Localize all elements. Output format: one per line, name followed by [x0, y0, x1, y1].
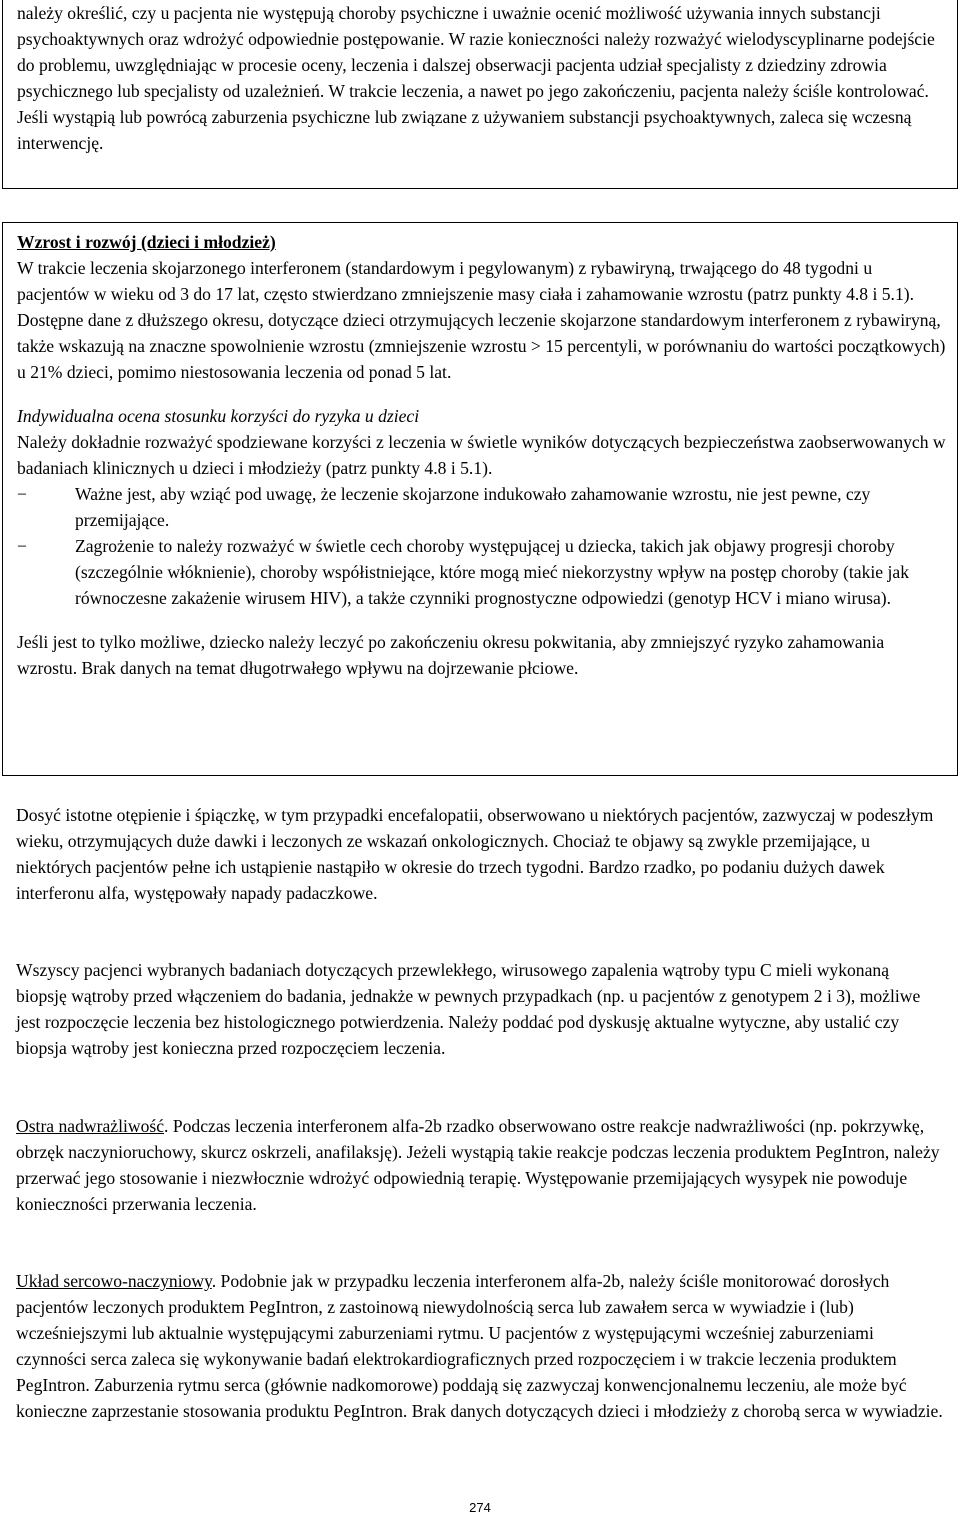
cardiovascular-section — [16, 1268, 944, 1424]
page-number: 274 — [469, 1500, 491, 1515]
list-item — [17, 481, 947, 533]
psychiatric-paragraph: należy określić, czy u pacjenta nie występują choroby psychiczne i uważnie ocenić możliwość używania innych substancji psychoaktywnych oraz wdrożyć odpowiednie postępowanie. W razie konieczności należy rozważyć wielodyscyplinarne podejście do problemu, uwzględniając w procesie oceny, leczenia i dalszej obserwacji pacjenta udział specjalisty z dziedziny zdrowia psychicznego lub specjalisty od uzależnień. W trakcie leczenia, a nawet po jego zakończeniu, pacjenta należy ściśle kontrolować. Jeśli wystąpią lub powrócą zaburzenia psychiczne lub związane z używaniem substancji psychoaktywnych, zaleca się wczesną interwencję. — [17, 3, 935, 153]
biopsy-section — [16, 957, 944, 1061]
spacer — [17, 611, 947, 629]
list-item-text: Zagrożenie to należy rozważyć w świetle cech choroby występującej u dziecka, takich jak objawy progresji choroby (szczególnie włóknienie), choroby współistniejące, które mogą mieć niekorzystny wpływ na postęp choroby (takie jak równoczesne zakażenie wirusem HIV), a także czynniki prognostyczne odpowiedzi (genotyp HCV i miano wirusa). — [75, 536, 909, 608]
boxed-section-growth — [2, 222, 958, 776]
dash-bullet: − — [17, 484, 27, 504]
growth-conclusion-paragraph: Jeśli jest to tylko możliwe, dziecko należy leczyć po zakończeniu okresu pokwitania, aby zmniejszyć ryzyko zahamowania wzrostu. Brak danych na temat długotrwałego wpływu na dojrzewanie płciowe. — [17, 632, 885, 678]
biopsy-paragraph: Wszyscy pacjenci wybranych badaniach dotyczących przewlekłego, wirusowego zapalenia wątroby typu C mieli wykonaną biopsję wątroby przed włączeniem do badania, jednakże w pewnych przypadkach (np. u pacjentów z genotypem 2 i 3), możliwe jest rozpoczęcie leczenia bez histologicznego potwierdzenia. Należy poddać pod dyskusję aktualne wytyczne, aby ustalić czy biopsja wątroby jest konieczna przed rozpoczęciem leczenia. — [16, 960, 921, 1058]
hypersensitivity-section — [16, 1113, 944, 1217]
boxed-section-psychiatric — [2, 0, 958, 189]
encephalopathy-section — [16, 802, 944, 906]
risk-benefit-subheading: Indywidualna ocena stosunku korzyści do ryzyka u dzieci — [17, 406, 420, 426]
growth-heading: Wzrost i rozwój (dzieci i młodzież) — [17, 232, 276, 252]
hypersensitivity-paragraph — [16, 1113, 944, 1217]
encephalopathy-paragraph: Dosyć istotne otępienie i śpiączkę, w tym przypadki encefalopatii, obserwowano u niektórych pacjentów, zazwyczaj w podeszłym wieku, otrzymujących duże dawki i leczonych ze wskazań onkologicznych. Chociaż te objawy są zwykle przemijające, u niektórych pacjentów pełne ich ustąpienie nastąpiło w okresie do trzech tygodni. Bardzo rzadko, po podaniu dużych dawek interferonu alfa, występowały napady padaczkowe. — [16, 805, 934, 903]
cardiovascular-heading: Układ sercowo-naczyniowy — [16, 1271, 212, 1291]
list-item — [17, 533, 947, 611]
hypersensitivity-heading: Ostra nadwrażliwość — [16, 1116, 165, 1136]
growth-paragraph: W trakcie leczenia skojarzonego interferonem (standardowym i pegylowanym) z rybawiryną, trwającego do 48 tygodni u pacjentów w wieku od 3 do 17 lat, często stwierdzano zmniejszenie masy ciała i zahamowanie wzrostu (patrz punkty 4.8 i 5.1). Dostępne dane z dłuższego okresu, dotyczące dzieci otrzymujących leczenie skojarzone standardowym interferonem z rybawiryną, także wskazują na znaczne spowolnienie wzrostu (zmniejszenie wzrostu > 15 percentyli, w porównaniu do wartości początkowych) u 21% dzieci, pomimo niestosowania leczenia od ponad 5 lat. — [17, 258, 946, 382]
cardiovascular-text: . Podobnie jak w przypadku leczenia interferonem alfa-2b, należy ściśle monitorować dorosłych pacjentów leczonych produktem PegIntron, z zastoinową niewydolnością serca lub zawałem serca w wywiadzie i (lub) wcześniejszymi lub aktualnie występującymi zaburzeniami rytmu. U pacjentów z występującymi wcześniej zaburzeniami czynności serca zaleca się wykonywanie badań elektrokardiograficznych przed rozpoczęciem i w trakcie leczenia produktem PegIntron. Zaburzenia rytmu serca (głównie nadkomorowe) poddają się zazwyczaj konwencjonalnemu leczeniu, ale może być konieczne zaprzestanie stosowania produktu PegIntron. Brak danych dotyczących dzieci i młodzieży z chorobą serca w wywiadzie. — [16, 1271, 943, 1421]
dash-bullet: − — [17, 536, 27, 556]
cardiovascular-paragraph — [16, 1268, 944, 1424]
list-item-text: Ważne jest, aby wziąć pod uwagę, że leczenie skojarzone indukowało zahamowanie wzrostu, nie jest pewne, czy przemijające. — [75, 484, 871, 530]
spacer — [17, 385, 947, 403]
risk-benefit-paragraph: Należy dokładnie rozważyć spodziewane korzyści z leczenia w świetle wyników dotyczących bezpieczeństwa zaobserwowanych w badaniach klinicznych u dzieci i młodzieży (patrz punkty 4.8 i 5.1). — [17, 432, 946, 478]
hypersensitivity-text: . Podczas leczenia interferonem alfa-2b rzadko obserwowano ostre reakcje nadwrażliwości (np. pokrzywkę, obrzęk naczynioruchowy, skurcz oskrzeli, anafilaksję). Jeżeli wystąpią takie reakcje podczas leczenia produktem PegIntron, należy przerwać jego stosowanie i niezwłocznie wdrożyć odpowiednią terapię. Występowanie przemijających wysypek nie powoduje konieczności przerwania leczenia. — [16, 1116, 940, 1214]
